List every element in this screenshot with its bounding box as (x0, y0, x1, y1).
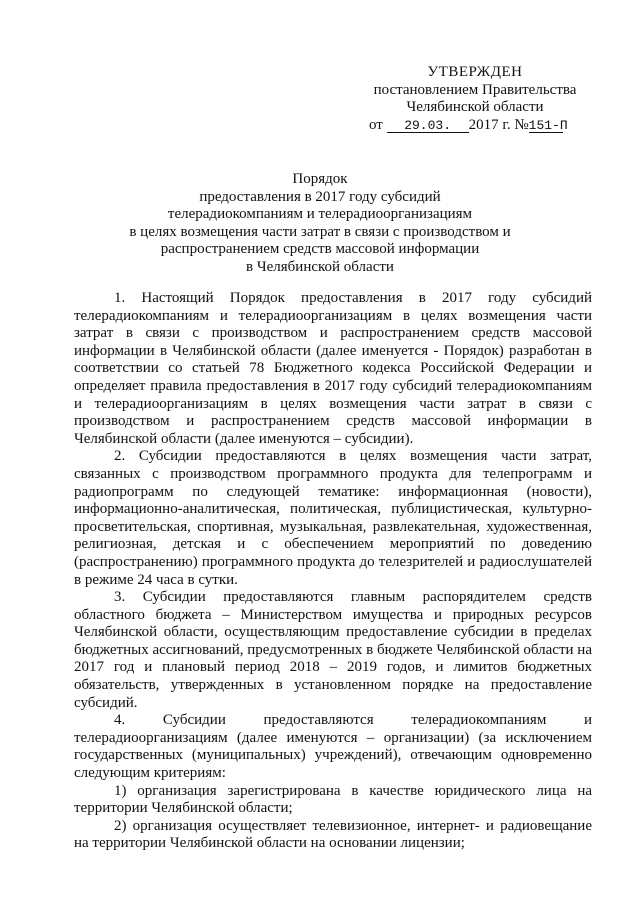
paragraph-4-item-2: 2) организация осуществляет телевизионное, интернет- и радиовещание на территории Челябинской области на основании лицензии; (74, 817, 592, 852)
approval-year-label: 2017 г. № (468, 116, 529, 133)
approval-line-1: постановлением Правительства (373, 81, 577, 98)
title-line-5: распространением средств массовой информации (160, 241, 480, 257)
approval-date-line (369, 117, 590, 135)
approval-date: 29.03. (387, 119, 469, 133)
document-title (120, 171, 520, 276)
approval-from-label: от (369, 116, 383, 133)
title-line-2: предоставления в 2017 году субсидий (199, 188, 441, 205)
paragraph-2: 2. Субсидии предоставляются в целях возмещения части затрат, связанных с производством программного продукта для телепрограмм и радиопрограмм по следующей тематике: информационная (новости), информационно-аналитическая, политическая, публицистическая, культурно-просветительская, спортивная, музыкальная, развлекательная, художественная, религиозная, детская и с обеспечением мероприятий по доведению (распространению) программного продукта до телезрителей и радиослушателей в режиме 24 часа в сутки. (74, 448, 592, 588)
approval-line-2: Челябинской области (406, 99, 544, 115)
approval-heading: УТВЕРЖДЕН (427, 64, 523, 80)
approval-number: 151-П (528, 117, 568, 133)
title-line-1: Порядок (292, 171, 348, 187)
paragraph-3: 3. Субсидии предоставляются главным распорядителем средств областного бюджета – Министерством имущества и природных ресурсов Челябинской области, осуществляющим предоставление субсидии в пределах бюджетных ассигнований, предусмотренных в бюджете Челябинской области на 2017 год и плановый период 2018 – 2019 годов, и лимитов бюджетных обязательств, утвержденных в установленном порядке на предоставление субсидий. (74, 589, 592, 711)
approval-stamp (360, 64, 590, 134)
paragraph-4-item-1: 1) организация зарегистрирована в качестве юридического лица на территории Челябинской области; (74, 782, 592, 817)
title-line-4: в целях возмещения части затрат в связи с производством и (129, 223, 511, 240)
title-line-6: в Челябинской области (246, 258, 394, 275)
title-line-3: телерадиокомпаниям и телерадиоорганизациям (167, 206, 473, 222)
document-body (74, 290, 592, 853)
paragraph-1: 1. Настоящий Порядок предоставления в 2017 году субсидий телерадиокомпаниям и телерадиоорганизациям в целях возмещения части затрат в связи с производством и распространением средств массовой информации в Челябинской области (далее именуется - Порядок) разработан в соответствии со статьей 78 Бюджетного кодекса Российской Федерации и определяет правила предоставления в 2017 году субсидий телерадиокомпаниям и телерадиоорганизациям в целях возмещения части затрат в связи с производством и распространением средств массовой информации в Челябинской области (далее именуются – субсидии). (74, 290, 592, 447)
paragraph-4: 4. Субсидии предоставляются телерадиокомпаниям и телерадиоорганизациям (далее именуются – организации) (за исключением государственных (муниципальных) учреждений), отвечающим одновременно следующим критериям: (74, 712, 592, 782)
